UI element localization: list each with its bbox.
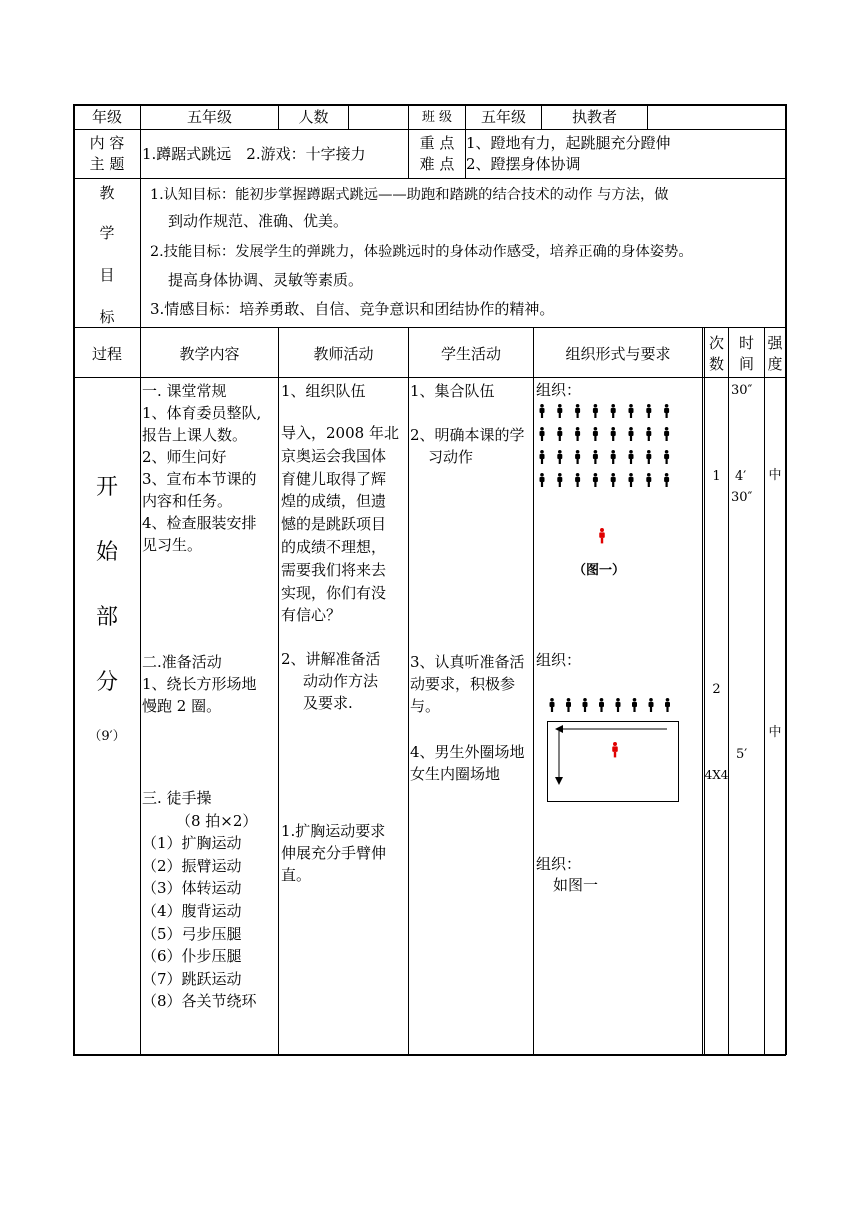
- person-figure-icon: [575, 404, 580, 418]
- text-line: 导入，2008 年北: [281, 424, 399, 442]
- person-figure-icon: [664, 473, 669, 487]
- person-figure-icon: [649, 698, 654, 712]
- text-line: 有信心？: [281, 606, 342, 625]
- student-formation-grid: [536, 402, 686, 492]
- intensity-value: 中: [768, 468, 782, 483]
- text-line: 京奥运会我国体: [281, 446, 387, 465]
- text-line: 1、组织队伍: [281, 382, 366, 400]
- content-block-exercise: [142, 787, 257, 1013]
- text-line: 二.准备活动: [142, 653, 222, 671]
- text-line: 育健儿取得了辉: [281, 469, 387, 488]
- person-figure-icon: [616, 698, 621, 712]
- text-line: 1、绕长方形场地: [142, 675, 257, 693]
- col-line: [278, 327, 279, 1054]
- col-line: [728, 327, 729, 1054]
- text-line: （6）仆步压腿: [142, 947, 242, 966]
- person-figure-icon: [540, 427, 545, 441]
- person-figure-icon: [550, 698, 555, 712]
- person-figure-icon: [566, 698, 571, 712]
- table-border-bottom: [73, 1054, 786, 1056]
- times-value: 2: [712, 682, 721, 697]
- col-line: [408, 327, 409, 1054]
- grade-value: 五年级: [186, 108, 232, 126]
- col-line: [647, 104, 648, 129]
- table-border-left: [73, 104, 75, 1055]
- content-block-warmup: [142, 651, 257, 717]
- text-line: 1.扩胸运动要求: [281, 822, 386, 840]
- topic-content: 1.蹲踞式跳远 2.游戏：十字接力: [142, 145, 366, 163]
- text-line: （8）各关节绕环: [142, 992, 257, 1011]
- text-line: （8 拍×2）: [176, 811, 258, 830]
- text-line: （7）跳跃运动: [142, 969, 242, 988]
- text-line: 报告上课人数。: [142, 426, 248, 444]
- goal-line: 到动作规范、准确、优美。: [168, 212, 349, 230]
- topic-label-line2: 主 题: [89, 155, 125, 173]
- col-header-duration-1: 时: [738, 334, 754, 352]
- person-figure-icon: [629, 450, 634, 464]
- col-line: [140, 178, 141, 327]
- duration-value: 30″: [731, 383, 753, 398]
- text-line: 动要求，积极参: [410, 675, 516, 693]
- text-line: 直。: [281, 866, 312, 884]
- goals-label-char: 目: [99, 266, 115, 284]
- key-point-line1: 1、蹬地有力，起跳腿充分蹬伸: [466, 134, 671, 152]
- text-line: （3）体转运动: [142, 879, 242, 898]
- section-name-char: 部: [95, 605, 118, 630]
- text-line: 见习生。: [142, 536, 203, 554]
- table-border-right: [785, 104, 787, 1055]
- figure-caption: （图一）: [573, 563, 626, 578]
- goal-line: 3.情感目标：培养勇敢、自信、竞争意识和团结协作的精神。: [150, 300, 555, 318]
- text-line: 慢跑 2 圈。: [142, 697, 222, 715]
- text-line: 一. 课堂常规: [142, 382, 227, 400]
- text-line: 3、认真听准备活: [410, 653, 525, 671]
- teacher-block-explain: [281, 648, 381, 714]
- person-figure-icon: [575, 473, 580, 487]
- col-line: [702, 327, 703, 1054]
- person-figure-icon: [540, 450, 545, 464]
- teacher-block-intro: [281, 422, 399, 627]
- person-figure-icon: [599, 698, 604, 712]
- person-figure-icon: [664, 404, 669, 418]
- person-figure-icon: [664, 450, 669, 464]
- person-figure-icon: [632, 698, 637, 712]
- person-figure-icon: [646, 473, 651, 487]
- text-line: 2、明确本课的学: [410, 426, 525, 444]
- teacher-block-requirement: [281, 820, 386, 886]
- text-line: 2、师生问好: [142, 448, 227, 466]
- person-figure-icon: [665, 698, 670, 712]
- col-header-process: 过程: [91, 345, 122, 363]
- section-name-char: 开: [95, 475, 118, 500]
- person-figure-icon: [612, 742, 618, 757]
- text-line: 4、检查服装安排: [142, 514, 257, 532]
- text-line: 的成绩不理想，: [281, 537, 387, 556]
- grade-label: 年级: [91, 108, 122, 126]
- running-route-arrow: [547, 721, 679, 802]
- row-line: [73, 129, 786, 130]
- text-line: 憾的是跳跃项目: [281, 515, 387, 534]
- text-line: 煌的成绩，但遗: [281, 492, 387, 511]
- times-value: 4X4: [704, 768, 729, 782]
- text-line: 三. 徒手操: [142, 789, 212, 807]
- text-line: 与。: [410, 697, 441, 715]
- text-line: （1）扩胸运动: [142, 834, 242, 853]
- person-figure-icon: [629, 473, 634, 487]
- person-figure-icon: [646, 404, 651, 418]
- text-line: 及要求.: [303, 694, 353, 712]
- section-name-char: 分: [95, 670, 118, 695]
- times-value: 1: [712, 469, 721, 484]
- person-figure-icon: [629, 427, 634, 441]
- person-figure-icon: [557, 427, 562, 441]
- col-line: [764, 327, 765, 1054]
- section-name-char: 始: [95, 540, 118, 565]
- col-header-org: 组织形式与要求: [565, 345, 671, 363]
- teacher-label: 执教者: [571, 108, 617, 126]
- col-header-student: 学生活动: [440, 345, 501, 363]
- text-line: 习动作: [428, 448, 474, 466]
- person-figure-icon: [557, 450, 562, 464]
- teacher-block-assemble: [281, 380, 366, 402]
- org-reference: 如图一: [553, 876, 599, 894]
- col-line: [533, 327, 534, 1054]
- person-figure-icon: [557, 473, 562, 487]
- person-figure-icon: [646, 427, 651, 441]
- student-block-goal: [410, 424, 525, 468]
- row-line: [73, 377, 786, 378]
- goals-label-char: 学: [99, 224, 115, 242]
- student-block-assemble: [410, 380, 495, 402]
- table-border-top: [73, 104, 786, 106]
- class-label: 班 级: [421, 110, 453, 125]
- teacher-figure-icon: [596, 526, 608, 546]
- goal-line: 2.技能目标：发展学生的弹跳力，体验跳远时的身体动作感受，培养正确的身体姿势。: [150, 244, 693, 260]
- row-line: [73, 327, 786, 328]
- duration-value: 30″: [731, 490, 753, 505]
- text-line: 2、讲解准备活: [281, 650, 381, 668]
- text-line: 内容和任务。: [142, 492, 233, 510]
- col-header-times-2: 数: [708, 355, 724, 373]
- person-figure-icon: [575, 427, 580, 441]
- goals-label-char: 标: [99, 308, 115, 326]
- text-line: 伸展充分手臂伸: [281, 844, 387, 862]
- text-line: 1、集合队伍: [410, 382, 495, 400]
- row-line: [73, 178, 786, 179]
- person-figure-icon: [557, 404, 562, 418]
- goal-line: 提高身体协调、灵敏等素质。: [168, 271, 364, 289]
- duration-value: 4′: [735, 469, 747, 484]
- org-label-warmup: 组织：: [536, 651, 582, 669]
- text-line: 动动作方法: [303, 672, 379, 690]
- person-figure-icon: [583, 698, 588, 712]
- person-figure-icon: [575, 450, 580, 464]
- person-figure-icon: [593, 404, 598, 418]
- person-figure-icon: [540, 473, 545, 487]
- col-header-duration-2: 间: [738, 355, 754, 373]
- person-figure-icon: [593, 450, 598, 464]
- student-row-line: [546, 697, 676, 717]
- col-header-intensity-1: 强: [767, 334, 783, 352]
- org-label-exercise: 组织：: [536, 855, 582, 873]
- person-figure-icon: [540, 404, 545, 418]
- col-header-intensity-2: 度: [767, 355, 783, 373]
- text-line: （5）弓步压腿: [142, 924, 242, 943]
- person-figure-icon: [611, 404, 616, 418]
- student-block-listen: [410, 651, 525, 717]
- col-header-times-1: 次: [708, 334, 724, 352]
- teacher-figure-in-field-icon: [609, 740, 621, 760]
- col-header-content: 教学内容: [179, 345, 240, 363]
- person-figure-icon: [593, 427, 598, 441]
- col-header-teacher: 教师活动: [313, 345, 374, 363]
- person-figure-icon: [593, 473, 598, 487]
- content-block-routine: [142, 380, 261, 556]
- text-line: 3、宣布本节课的: [142, 470, 257, 488]
- text-line: 女生内圈场地: [410, 765, 501, 783]
- org-label-formation: 组织：: [536, 381, 582, 399]
- person-figure-icon: [611, 427, 616, 441]
- text-line: 4、男生外圈场地: [410, 743, 525, 761]
- person-figure-icon: [646, 450, 651, 464]
- key-point-line2: 2、蹬摆身体协调: [466, 155, 581, 173]
- section-duration: （9′）: [88, 729, 126, 744]
- class-value: 五年级: [480, 108, 526, 126]
- topic-label-line1: 内 容: [89, 134, 125, 152]
- col-line: [140, 327, 141, 1054]
- duration-value: 5′: [736, 747, 748, 762]
- text-line: 1、体育委员整队,: [142, 404, 262, 422]
- person-figure-icon: [664, 427, 669, 441]
- goals-label-char: 教: [99, 184, 115, 202]
- goal-line: 1.认知目标：能初步掌握蹲踞式跳远——助跑和踏跳的结合技术的动作 与方法，做: [150, 187, 669, 203]
- person-figure-icon: [629, 404, 634, 418]
- text-line: （4）腹背运动: [142, 901, 242, 920]
- student-block-field: [410, 741, 525, 785]
- count-label: 人数: [298, 108, 329, 126]
- col-line: [348, 104, 349, 129]
- text-line: （2）振臂运动: [142, 856, 242, 875]
- text-line: 需要我们将来去: [281, 560, 387, 579]
- text-line: 实现，你们有没: [281, 583, 387, 602]
- person-figure-icon: [611, 450, 616, 464]
- key-label-line1: 重 点: [419, 134, 455, 152]
- person-figure-icon: [599, 528, 605, 543]
- person-figure-icon: [611, 473, 616, 487]
- key-label-line2: 难 点: [419, 155, 455, 173]
- intensity-value: 中: [768, 725, 782, 740]
